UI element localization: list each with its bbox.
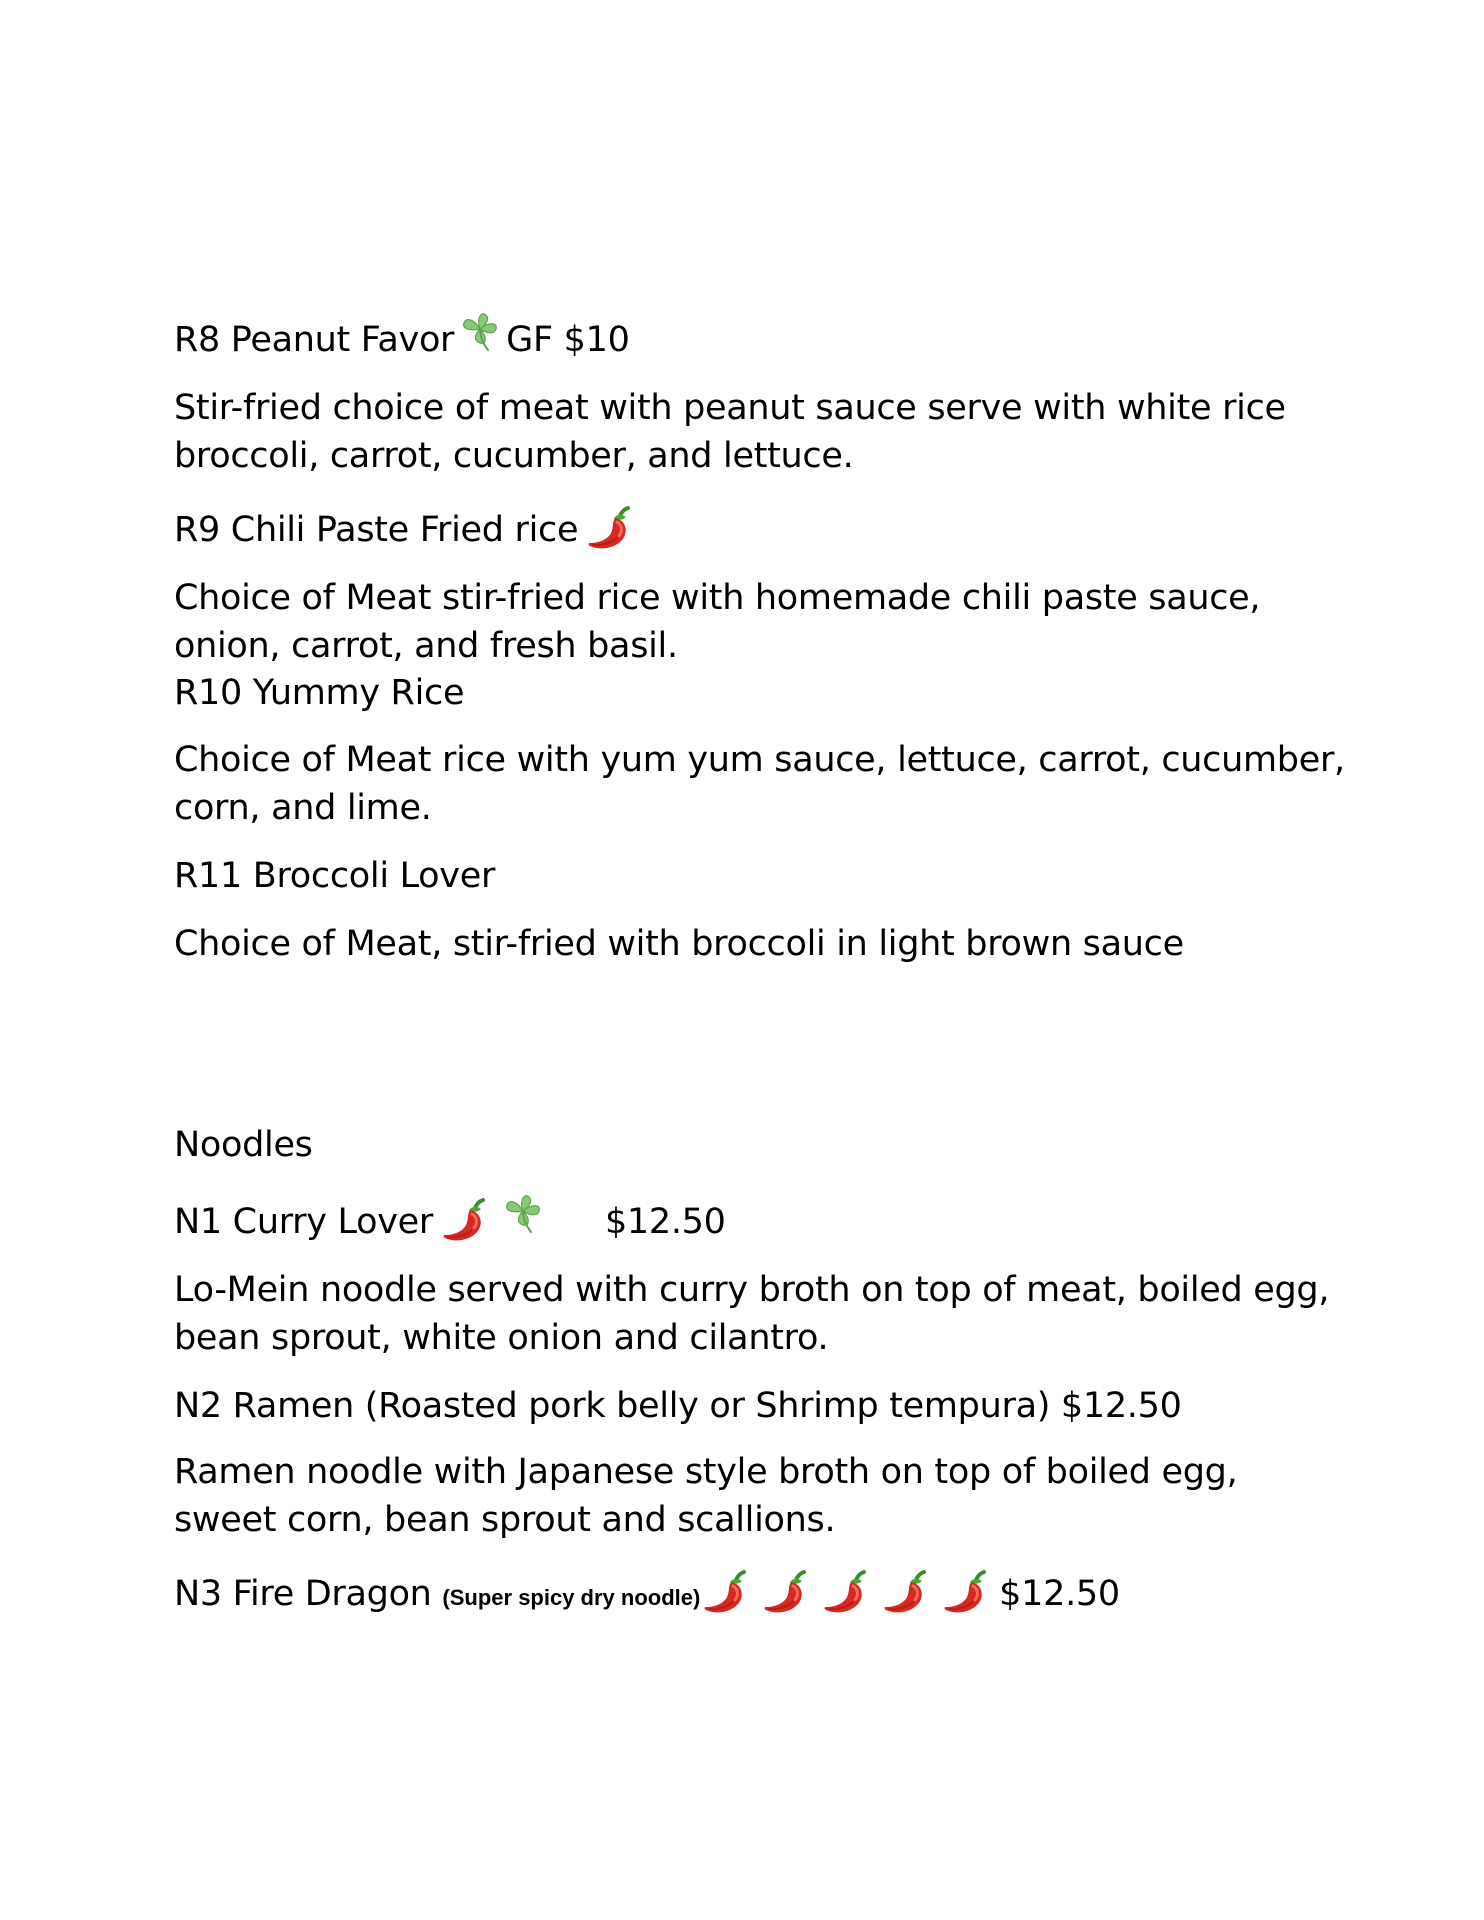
item-r8-desc-line1: Stir-fried choice of meat with peanut sauce serve with white rice xyxy=(174,388,1286,428)
item-r9-desc-line1: Choice of Meat stir-fried rice with homemade chili paste sauce, xyxy=(174,578,1261,618)
item-n1-title xyxy=(174,1198,726,1246)
item-r10-title: R10 Yummy Rice xyxy=(174,673,465,713)
chili-pepper-icon xyxy=(700,1570,748,1616)
chili-pepper-icon xyxy=(760,1570,808,1616)
four-leaf-clover-icon xyxy=(454,309,506,353)
item-n3-title xyxy=(174,1570,1120,1622)
item-r9-name: R9 Chili Paste Fried rice xyxy=(174,510,579,550)
item-n2-desc-line2: sweet corn, bean sprout and scallions. xyxy=(174,1500,836,1540)
item-n2-title: N2 Ramen (Roasted pork belly or Shrimp tempura) $12.50 xyxy=(174,1386,1182,1426)
item-r8-name: R8 Peanut Favor xyxy=(174,320,455,360)
item-r11-title: R11 Broccoli Lover xyxy=(174,856,496,896)
item-n1-name: N1 Curry Lover xyxy=(174,1202,433,1242)
item-n3-note: (Super spicy dry noodle) xyxy=(442,1585,701,1610)
item-n1-price: $12.50 xyxy=(604,1202,726,1242)
item-r9-title xyxy=(174,506,632,554)
item-n2-desc-line1: Ramen noodle with Japanese style broth on top of boiled egg, xyxy=(174,1452,1238,1492)
item-n3-price: $12.50 xyxy=(999,1574,1120,1614)
section-heading-noodles: Noodles xyxy=(174,1125,313,1165)
item-r8-title xyxy=(174,316,630,364)
chili-pepper-icon xyxy=(940,1570,988,1616)
chili-pepper-icon xyxy=(880,1570,928,1616)
item-n1-desc-line2: bean sprout, white onion and cilantro. xyxy=(174,1318,829,1358)
item-r10-desc-line1: Choice of Meat rice with yum yum sauce, lettuce, carrot, cucumber, xyxy=(174,740,1345,780)
item-r8-price: GF $10 xyxy=(506,320,630,360)
four-leaf-clover-icon xyxy=(497,1191,549,1235)
item-n1-desc-line1: Lo-Mein noodle served with curry broth on top of meat, boiled egg, xyxy=(174,1270,1330,1310)
item-n3-name: N3 Fire Dragon xyxy=(174,1574,432,1614)
chili-pepper-icon xyxy=(820,1570,868,1616)
item-r9-desc-line2: onion, carrot, and fresh basil. xyxy=(174,626,678,666)
item-r10-desc-line2: corn, and lime. xyxy=(174,788,432,828)
item-r11-desc-line1: Choice of Meat, stir-fried with broccoli in light brown sauce xyxy=(174,924,1184,964)
item-r8-desc-line2: broccoli, carrot, cucumber, and lettuce. xyxy=(174,436,854,476)
chili-pepper-icon xyxy=(584,506,632,552)
chili-pepper-icon xyxy=(439,1198,487,1244)
